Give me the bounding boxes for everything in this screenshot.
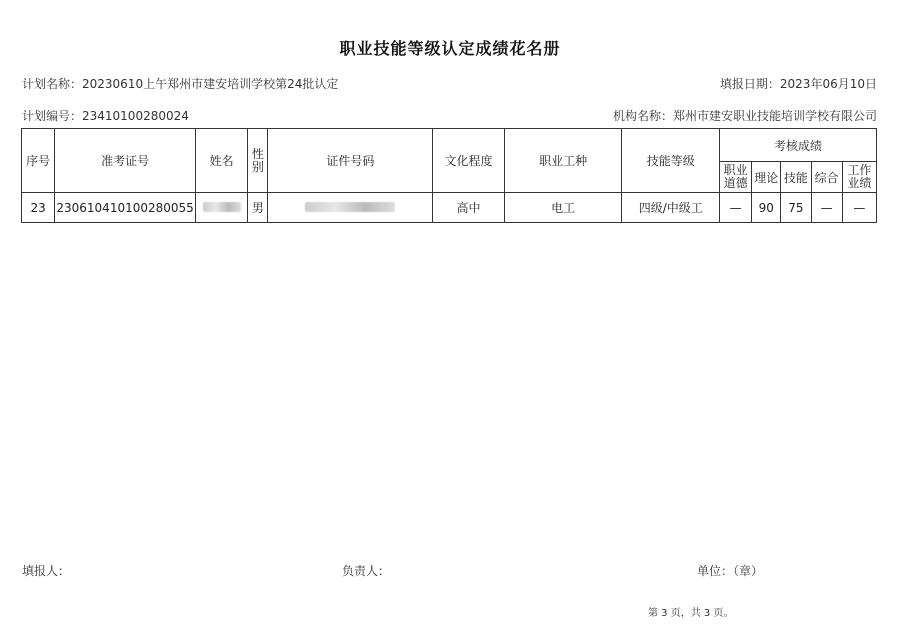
cell-name xyxy=(196,193,248,223)
col-gender-line1: 性 xyxy=(251,146,264,161)
page-title: 职业技能等级认定成绩花名册 xyxy=(339,39,561,58)
col-scores: 考核成绩 xyxy=(720,129,877,162)
cell-skill: 75 xyxy=(781,193,811,223)
cell-education: 高中 xyxy=(433,193,504,223)
redacted-name xyxy=(203,202,241,212)
cell-exam-no: 230610410100280055 xyxy=(55,193,196,223)
col-ethics-line2: 道德 xyxy=(723,176,748,190)
col-ethics-line1: 职业 xyxy=(723,163,748,177)
filler-label: 填报人： xyxy=(22,564,71,578)
col-gender xyxy=(248,129,268,193)
report-date: 填报日期：2023年06月10日 xyxy=(719,77,877,91)
col-work-line2: 业绩 xyxy=(847,176,872,190)
plan-number: 计划编号：23410100280024 xyxy=(22,109,189,123)
page-number: 第 3 页，共 3 页。 xyxy=(648,608,734,619)
responsible-label: 负责人： xyxy=(342,564,391,578)
col-gender-line2: 别 xyxy=(251,159,264,174)
organization-name: 机构名称：郑州市建安职业技能培训学校有限公司 xyxy=(612,109,877,123)
col-work xyxy=(842,162,876,193)
col-seq: 序号 xyxy=(22,129,55,193)
cell-occupation: 电工 xyxy=(504,193,622,223)
cell-seq: 23 xyxy=(22,193,55,223)
col-name: 姓名 xyxy=(196,129,248,193)
cell-level: 四级/中级工 xyxy=(622,193,720,223)
plan-name: 计划名称：20230610上午郑州市建安培训学校第24批认定 xyxy=(22,77,339,91)
col-level: 技能等级 xyxy=(622,129,720,193)
col-ethics xyxy=(720,162,752,193)
redacted-id-number xyxy=(305,202,395,212)
cell-overall: — xyxy=(811,193,842,223)
col-education: 文化程度 xyxy=(433,129,504,193)
table-row xyxy=(22,193,877,223)
col-occupation: 职业工种 xyxy=(504,129,622,193)
col-id-no: 证件号码 xyxy=(268,129,433,193)
unit-seal-label: 单位：（章） xyxy=(697,564,764,578)
col-overall: 综合 xyxy=(811,162,842,193)
header-row xyxy=(22,129,877,162)
cell-gender: 男 xyxy=(248,193,268,223)
col-theory: 理论 xyxy=(752,162,781,193)
cell-theory: 90 xyxy=(752,193,781,223)
cell-id-no xyxy=(268,193,433,223)
cell-work: — xyxy=(842,193,876,223)
score-roster-table xyxy=(21,128,877,223)
col-work-line1: 工作 xyxy=(847,163,872,177)
col-exam-no: 准考证号 xyxy=(55,129,196,193)
col-skill: 技能 xyxy=(781,162,811,193)
cell-ethics: — xyxy=(720,193,752,223)
